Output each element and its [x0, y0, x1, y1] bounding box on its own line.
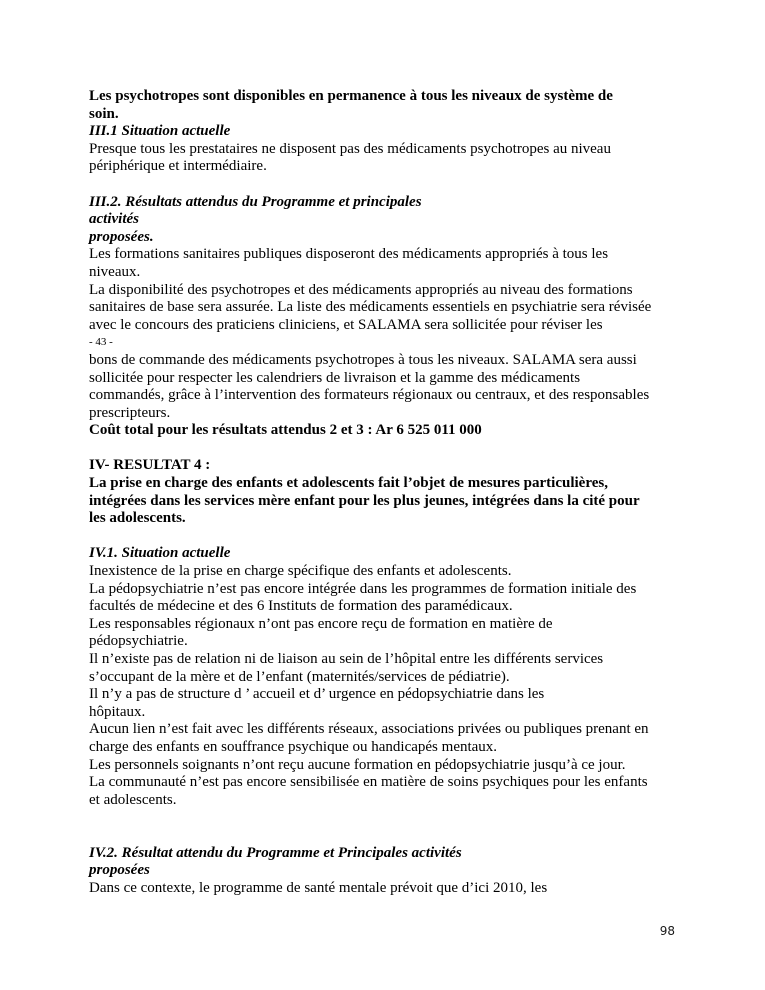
text-line: La communauté n’est pas encore sensibilisée en matière de soins psychiques pour les enfants [89, 774, 648, 791]
text-line: Dans ce contexte, le programme de santé mentale prévoit que d’ici 2010, les [89, 879, 548, 896]
text-line: et adolescents. [89, 791, 177, 808]
text-line: commandés, grâce à l’intervention des formateurs régionaux ou centraux, et des responsables [89, 387, 650, 404]
text-line: bons de commande des médicaments psychotropes à tous les niveaux. SALAMA sera aussi [89, 351, 637, 368]
text-line: III.2. Résultats attendus du Programme et principales [89, 193, 422, 210]
text-line: les adolescents. [89, 510, 186, 527]
text-line: niveaux. [89, 263, 141, 280]
text-line: Coût total pour les résultats attendus 2 et 3 : Ar 6 525 011 000 [89, 422, 482, 439]
text-line: Les formations sanitaires publiques disposeront des médicaments appropriés à tous les [89, 246, 609, 263]
text-line: Presque tous les prestataires ne disposent pas des médicaments psychotropes au niveau [89, 140, 611, 157]
text-line: hôpitaux. [89, 703, 146, 720]
text-line: - 43 - [89, 336, 113, 349]
text-line: IV.1. Situation actuelle [89, 545, 231, 562]
text-line: sollicitée pour respecter les calendriers de livraison et la gamme des médicaments [89, 369, 581, 386]
text-line: Les psychotropes sont disponibles en permanence à tous les niveaux de système de [89, 88, 613, 104]
text-line: soin. [89, 105, 119, 122]
text-line: sanitaires de base sera assurée. La liste des médicaments essentiels en psychiatrie sera révisée [89, 299, 652, 316]
text-line: La disponibilité des psychotropes et des médicaments appropriés au niveau des formations [89, 281, 633, 298]
text-line: charge des enfants en souffrance psychique ou handicapés mentaux. [89, 738, 498, 755]
text-line: prescripteurs. [89, 404, 171, 421]
blank-line [89, 440, 689, 458]
text-line: proposées [89, 862, 150, 879]
text-line: Les responsables régionaux n’ont pas encore reçu de formation en matière de [89, 615, 553, 632]
text-line: proposées. [89, 228, 154, 245]
text-line: IV- RESULTAT 4 : [89, 457, 211, 474]
text-line: avec le concours des praticiens cliniciens, et SALAMA sera sollicitée pour réviser les [89, 316, 603, 333]
text-line: pédopsychiatrie. [89, 633, 188, 650]
text-line: La prise en charge des enfants et adolescents fait l’objet de mesures particulières, [89, 475, 608, 492]
text-line: Il n’y a pas de structure d ’ accueil et d’ urgence en pédopsychiatrie dans les [89, 686, 545, 703]
text-line: activités [89, 211, 139, 228]
blank-line [89, 528, 689, 546]
text-line: périphérique et intermédiaire. [89, 158, 267, 175]
text-line: Les personnels soignants n’ont reçu aucune formation en pédopsychiatrie jusqu’à ce jour. [89, 756, 626, 773]
text-line: III.1 Situation actuelle [89, 123, 231, 140]
text-line: intégrées dans les services mère enfant pour les plus jeunes, intégrées dans la cité pour [89, 492, 640, 509]
blank-line [89, 809, 689, 827]
text-line: Aucun lien n’est fait avec les différents réseaux, associations privées ou publiques prenant en [89, 721, 649, 738]
text-line: La pédopsychiatrie n’est pas encore intégrée dans les programmes de formation initiale des [89, 580, 637, 597]
text-line: IV.2. Résultat attendu du Programme et Principales activités [89, 844, 462, 861]
text-line: s’occupant de la mère et de l’enfant (maternités/services de pédiatrie). [89, 668, 510, 685]
page-number: 98 [659, 924, 675, 938]
blank-line [89, 176, 689, 194]
text-line: Il n’existe pas de relation ni de liaison au sein de l’hôpital entre les différents services [89, 651, 604, 667]
blank-line [89, 827, 689, 845]
document-lines [89, 88, 689, 897]
text-line: Inexistence de la prise en charge spécifique des enfants et adolescents. [89, 563, 512, 580]
text-line: facultés de médecine et des 6 Instituts de formation des paramédicaux. [89, 598, 513, 615]
